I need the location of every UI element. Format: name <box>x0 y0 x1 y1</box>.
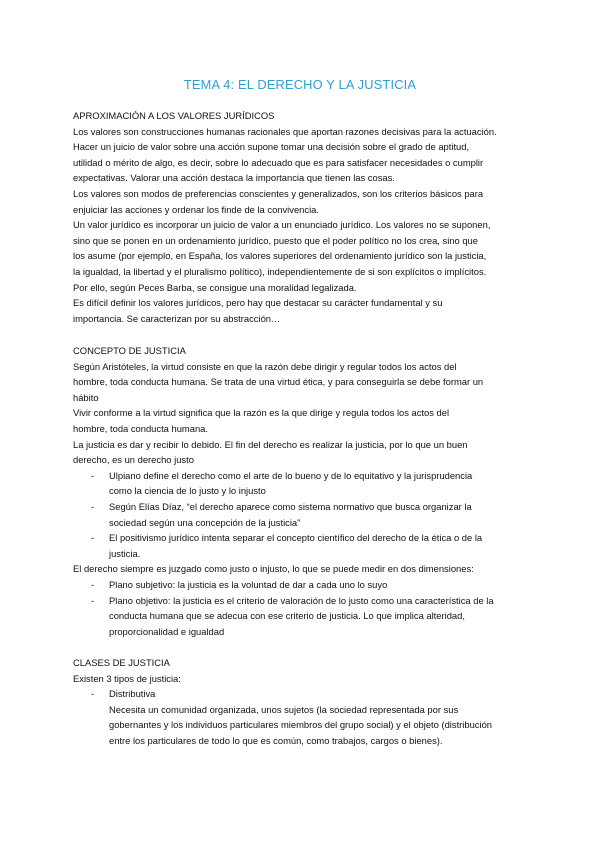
bullet-dash: - <box>91 500 95 512</box>
paragraph-line: enjuiciar las acciones y ordenar los finde de la convivencia. <box>73 203 319 215</box>
paragraph-line: Los valores son construcciones humanas racionales que aportan razones decisivas para la actuación. <box>73 125 497 137</box>
paragraph-line: Los valores son modos de preferencias conscientes y generalizados, son los criterios básicos para <box>73 187 484 199</box>
paragraph-line: los asume (por ejemplo, en España, los valores superiores del ordenamiento jurídico son la justicia, <box>73 250 487 262</box>
list-item-line: proporcionalidad e igualdad <box>109 625 225 637</box>
section-concepto-justicia <box>73 343 533 639</box>
paragraph-line: la igualdad, la libertad y el pluralismo político), independientemente de si son explícitos o implícitos. <box>73 265 487 277</box>
paragraph-line: hombre, toda conducta humana. Se trata de una virtud ética, y para conseguirla se debe formar un <box>73 376 484 388</box>
list-item-line: como la ciencia de lo justo y lo injusto <box>109 485 266 497</box>
list-item-line: Ulpiano define el derecho como el arte de lo bueno y de lo equitativo y la jurisprudencia <box>109 469 473 481</box>
list-item-line: justicia. <box>109 547 141 559</box>
paragraph-line: La justicia es dar y recibir lo debido. El fin del derecho es realizar la justicia, por lo que un buen <box>73 438 468 450</box>
bullet-dash: - <box>91 688 95 700</box>
paragraph-line: Hacer un juicio de valor sobre una acción supone tomar una decisión sobre el grado de aptitud, <box>73 141 470 153</box>
list-item-line: conducta humana que se adecua con ese criterio de justicia. Lo que implica alteridad, <box>109 610 465 622</box>
paragraph-line: derecho, es un derecho justo <box>73 454 194 466</box>
list-item <box>73 468 533 499</box>
section-clases-justicia <box>73 655 533 749</box>
paragraph-line: utilidad o mérito de algo, es decir, sobre lo adecuado que es para satisfacer necesidades o cumplir <box>73 156 484 168</box>
list-item <box>73 530 533 561</box>
paragraph-line: sino que se ponen en un ordenamiento jurídico, puesto que el poder político no los crea, sino que <box>73 234 478 246</box>
list-item-line: gobernantes y los individuos particulares miembros del grupo social) y el objeto (distribución <box>109 719 493 731</box>
section-heading: APROXIMACIÓN A LOS VALORES JURÍDICOS <box>73 110 275 121</box>
bullet-dash: - <box>91 469 95 481</box>
bullet-dash: - <box>91 532 95 544</box>
paragraph-line: Según Aristóteles, la virtud consiste en que la razón debe dirigir y regular todos los actos del <box>73 360 457 372</box>
section-heading: CLASES DE JUSTICIA <box>73 657 170 668</box>
paragraph-line: expectativas. Valorar una acción destaca la importancia que tienen las cosas. <box>73 172 395 184</box>
list-item-line: Según Elías Díaz, “el derecho aparece como sistema normativo que busca organizar la <box>109 500 472 512</box>
list-item-line: Plano subjetivo: la justicia es la voluntad de dar a cada uno lo suyo <box>109 578 388 590</box>
section-heading: CONCEPTO DE JUSTICIA <box>73 345 186 356</box>
list-item <box>73 686 533 748</box>
list-item-line: entre los particulares de todo lo que es común, como trabajos, cargos o bienes). <box>109 734 443 746</box>
bullet-dash: - <box>91 594 95 606</box>
bullet-dash: - <box>91 578 95 590</box>
paragraph-line: Es difícil definir los valores jurídicos, pero hay que destacar su carácter fundamental y su <box>73 297 443 309</box>
paragraph-line: hombre, toda conducta humana. <box>73 422 208 434</box>
list-item-line: Plano objetivo: la justicia es el criterio de valoración de lo justo como una característica de la <box>109 594 494 606</box>
list-item-line: Distributiva <box>109 688 156 700</box>
list-item-line: sociedad según una concepción de la justicia” <box>109 516 301 528</box>
paragraph-line: El derecho siempre es juzgado como justo o injusto, lo que se puede medir en dos dimensiones: <box>73 563 474 575</box>
paragraph-line: Existen 3 tipos de justicia: <box>73 672 181 684</box>
list-item-line: El positivismo jurídico intenta separar el concepto científico del derecho de la ética o de la <box>109 532 483 544</box>
list-item <box>73 499 533 530</box>
section-valores-juridicos <box>73 108 533 326</box>
paragraph-line: Un valor jurídico es incorporar un juicio de valor a un enunciado jurídico. Los valores no se suponen, <box>73 219 491 231</box>
paragraph-line: importancia. Se caracterizan por su abstracción… <box>73 312 281 324</box>
paragraph-line: Vivir conforme a la virtud significa que la razón es la que dirige y regula todos los actos del <box>73 407 450 419</box>
list-item <box>73 577 533 593</box>
paragraph-line: hábito <box>73 391 99 403</box>
list-item <box>73 593 533 640</box>
page-title: TEMA 4: EL DERECHO Y LA JUSTICIA <box>183 77 417 92</box>
list-item-line: Necesita un comunidad organizada, unos sujetos (la sociedad representada por sus <box>109 703 459 715</box>
paragraph-line: Por ello, según Peces Barba, se consigue una moralidad legalizada. <box>73 281 357 293</box>
